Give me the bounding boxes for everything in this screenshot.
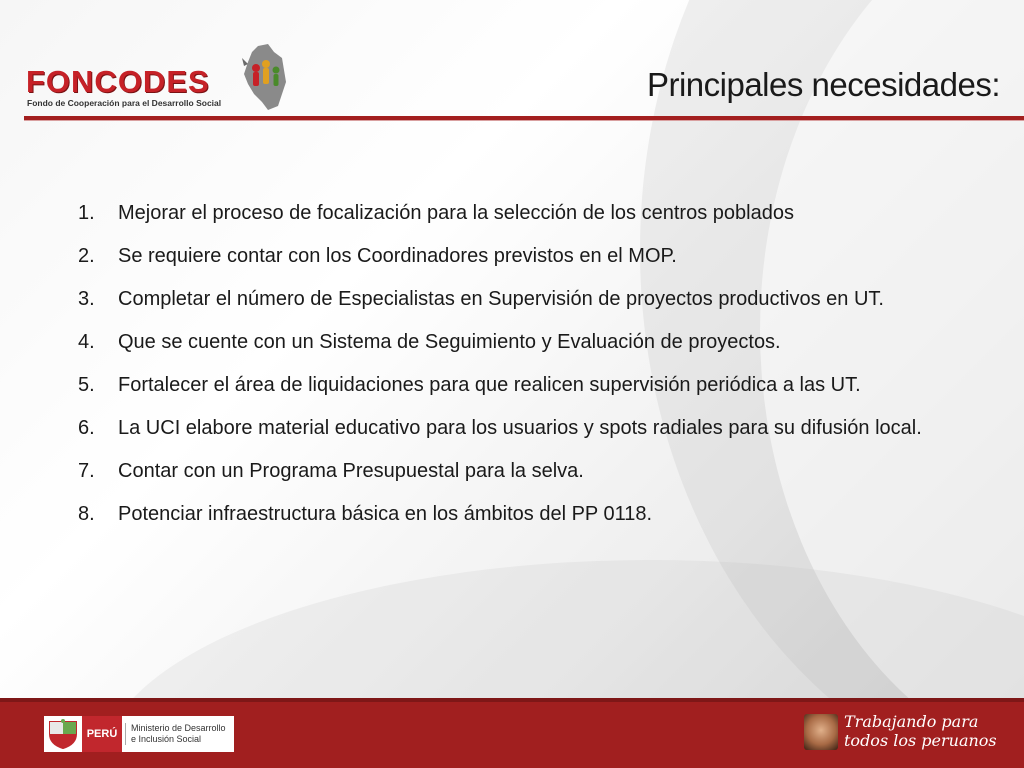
portrait-icon	[804, 714, 838, 750]
list-item-text: Que se cuente con un Sistema de Seguimiento y Evaluación de proyectos.	[118, 331, 781, 353]
foncodes-logo	[26, 44, 288, 114]
slogan-line-1: Trabajando para	[844, 712, 979, 731]
list-item-text: Completar el número de Especialistas en Supervisión de proyectos productivos en UT.	[118, 288, 884, 310]
list-item-number: 8.	[78, 503, 95, 525]
list-item-number: 2.	[78, 245, 95, 267]
list-item-number: 1.	[78, 202, 95, 224]
ministry-line-2: e Inclusión Social	[131, 734, 202, 744]
ministry-line-1: Ministerio de Desarrollo	[131, 723, 226, 733]
country-label: PERÚ	[82, 716, 122, 752]
slide-content	[78, 196, 930, 540]
slide-header	[0, 0, 1024, 125]
logo-subtitle: Fondo de Cooperación para el Desarrollo Social	[27, 98, 222, 108]
list-item-text: Mejorar el proceso de focalización para la selección de los centros poblados	[118, 202, 794, 224]
slogan-text	[844, 712, 997, 750]
list-item	[78, 196, 930, 230]
logo-wordmark: FONCODES	[26, 64, 210, 99]
title-divider	[24, 116, 1024, 120]
list-item-text: La UCI elabore material educativo para los usuarios y spots radiales para su difusión local.	[118, 417, 922, 439]
page-title: Principales necesidades:	[646, 66, 1000, 103]
list-item	[78, 325, 930, 359]
list-item-text: Fortalecer el área de liquidaciones para que realicen supervisión periódica a las UT.	[118, 374, 861, 396]
list-item-number: 6.	[78, 417, 95, 439]
ministry-name	[125, 723, 226, 745]
list-item	[78, 239, 930, 273]
peru-map-logo-icon	[238, 44, 288, 112]
government-badge	[44, 716, 234, 752]
list-item	[78, 411, 930, 445]
list-item-text: Contar con un Programa Presupuestal para la selva.	[118, 460, 584, 482]
needs-list	[78, 196, 930, 531]
slide-footer	[0, 698, 1024, 768]
list-item	[78, 454, 930, 488]
list-item	[78, 368, 930, 402]
list-item-number: 5.	[78, 374, 95, 396]
slogan-line-2: todos los peruanos	[844, 731, 997, 750]
list-item-number: 4.	[78, 331, 95, 353]
list-item	[78, 282, 930, 316]
list-item	[78, 497, 930, 531]
list-item-text: Se requiere contar con los Coordinadores previstos en el MOP.	[118, 245, 677, 267]
list-item-number: 3.	[78, 288, 95, 310]
list-item-number: 7.	[78, 460, 95, 482]
list-item-text: Potenciar infraestructura básica en los ámbitos del PP 0118.	[118, 503, 653, 525]
slogan	[804, 712, 1004, 758]
coat-of-arms-icon	[46, 718, 80, 750]
